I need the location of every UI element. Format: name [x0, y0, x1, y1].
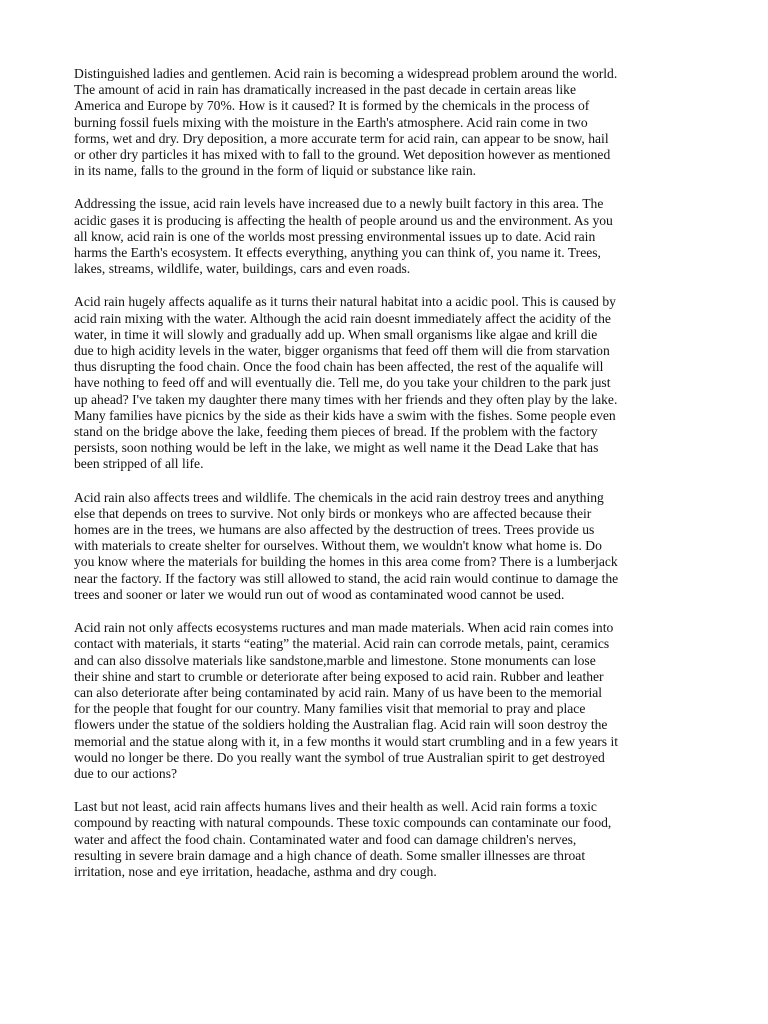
- paragraph-aqualife: Acid rain hugely affects aqualife as it turns their natural habitat into a acidic pool. This is caused by acid rain mixing with the water. Although the acid rain doesnt immediately affect the acidity of the water, in time it will slowly and gradually add up. When small organisms like algae and krill die due to high acidity levels in the water, bigger organisms that feed off them will die from starvation thus disrupting the food chain. Once the food chain has been affected, the rest of the aqualife will have nothing to feed off and will eventually die. Tell me, do you take your children to the park just up ahead? I've taken my daughter there many times with her friends and they often play by the lake. Many families have picnics by the side as their kids have a swim with the fishes. Some people even stand on the bridge above the lake, feeding them pieces of bread. If the problem with the factory persists, soon nothing would be left in the lake, we might as well name it the Dead Lake that has been stripped of all life.: [74, 294, 618, 472]
- paragraph-human-health: Last but not least, acid rain affects humans lives and their health as well. Acid rain forms a toxic compound by reacting with natural compounds. These toxic compounds can contaminate our food, water and affect the food chain. Contaminated water and food can damage children's nerves, resulting in severe brain damage and a high chance of death. Some smaller illnesses are throat irritation, nose and eye irritation, headache, asthma and dry cough.: [74, 799, 612, 879]
- paragraph-intro: Distinguished ladies and gentlemen. Acid rain is becoming a widespread problem around the world. The amount of acid in rain has dramatically increased in the past decade in certain areas like America and Europe by 70%. How is it caused? It is formed by the chemicals in the process of burning fossil fuels mixing with the moisture in the Earth's atmosphere. Acid rain come in two forms, wet and dry. Dry deposition, a more accurate term for acid rain, can appear to be snow, hail or other dry particles it has mixed with to fall to the ground. Wet deposition however as mentioned in its name, falls to the ground in the form of liquid or substance like rain.: [74, 66, 618, 179]
- document-body: [74, 66, 698, 897]
- paragraph-addressing-issue: Addressing the issue, acid rain levels have increased due to a newly built factory in this area. The acidic gases it is producing is affecting the health of people around us and the environment. As you all know, acid rain is one of the worlds most pressing environmental issues up to date. Acid rain harms the Earth's ecosystem. It effects everything, anything you can think of, you name it. Trees, lakes, streams, wildlife, water, buildings, cars and even roads.: [74, 196, 613, 277]
- paragraph-materials: Acid rain not only affects ecosystems ructures and man made materials. When acid rain comes into contact with materials, it starts “eating” the material. Acid rain can corrode metals, paint, ceramics and can also dissolve materials like sandstone,marble and limestone. Stone monuments can lose their shine and start to crumble or deteriorate after being exposed to acid rain. Rubber and leather can also deteriorate after being contaminated by acid rain. Many of us have been to the memorial for the people that fought for our country. Many families visit that memorial to pray and place flowers under the statue of the soldiers holding the Australian flag. Acid rain will soon destroy the memorial and the statue along with it, in a few months it would start crumbling and in a few years it would no longer be there. Do you really want the symbol of true Australian spirit to get destroyed due to our actions?: [74, 620, 619, 781]
- paragraph-trees-wildlife: Acid rain also affects trees and wildlife. The chemicals in the acid rain destroy trees and anything else that depends on trees to survive. Not only birds or monkeys who are affected because their homes are in the trees, we humans are also affected by the destruction of trees. Trees provide us with materials to create shelter for ourselves. Without them, we wouldn't know what home is. Do you know where the materials for building the homes in this area come from? There is a lumberjack near the factory. If the factory was still allowed to stand, the acid rain would continue to damage the trees and sooner or later we would run out of wood as contaminated wood cannot be used.: [74, 489, 619, 602]
